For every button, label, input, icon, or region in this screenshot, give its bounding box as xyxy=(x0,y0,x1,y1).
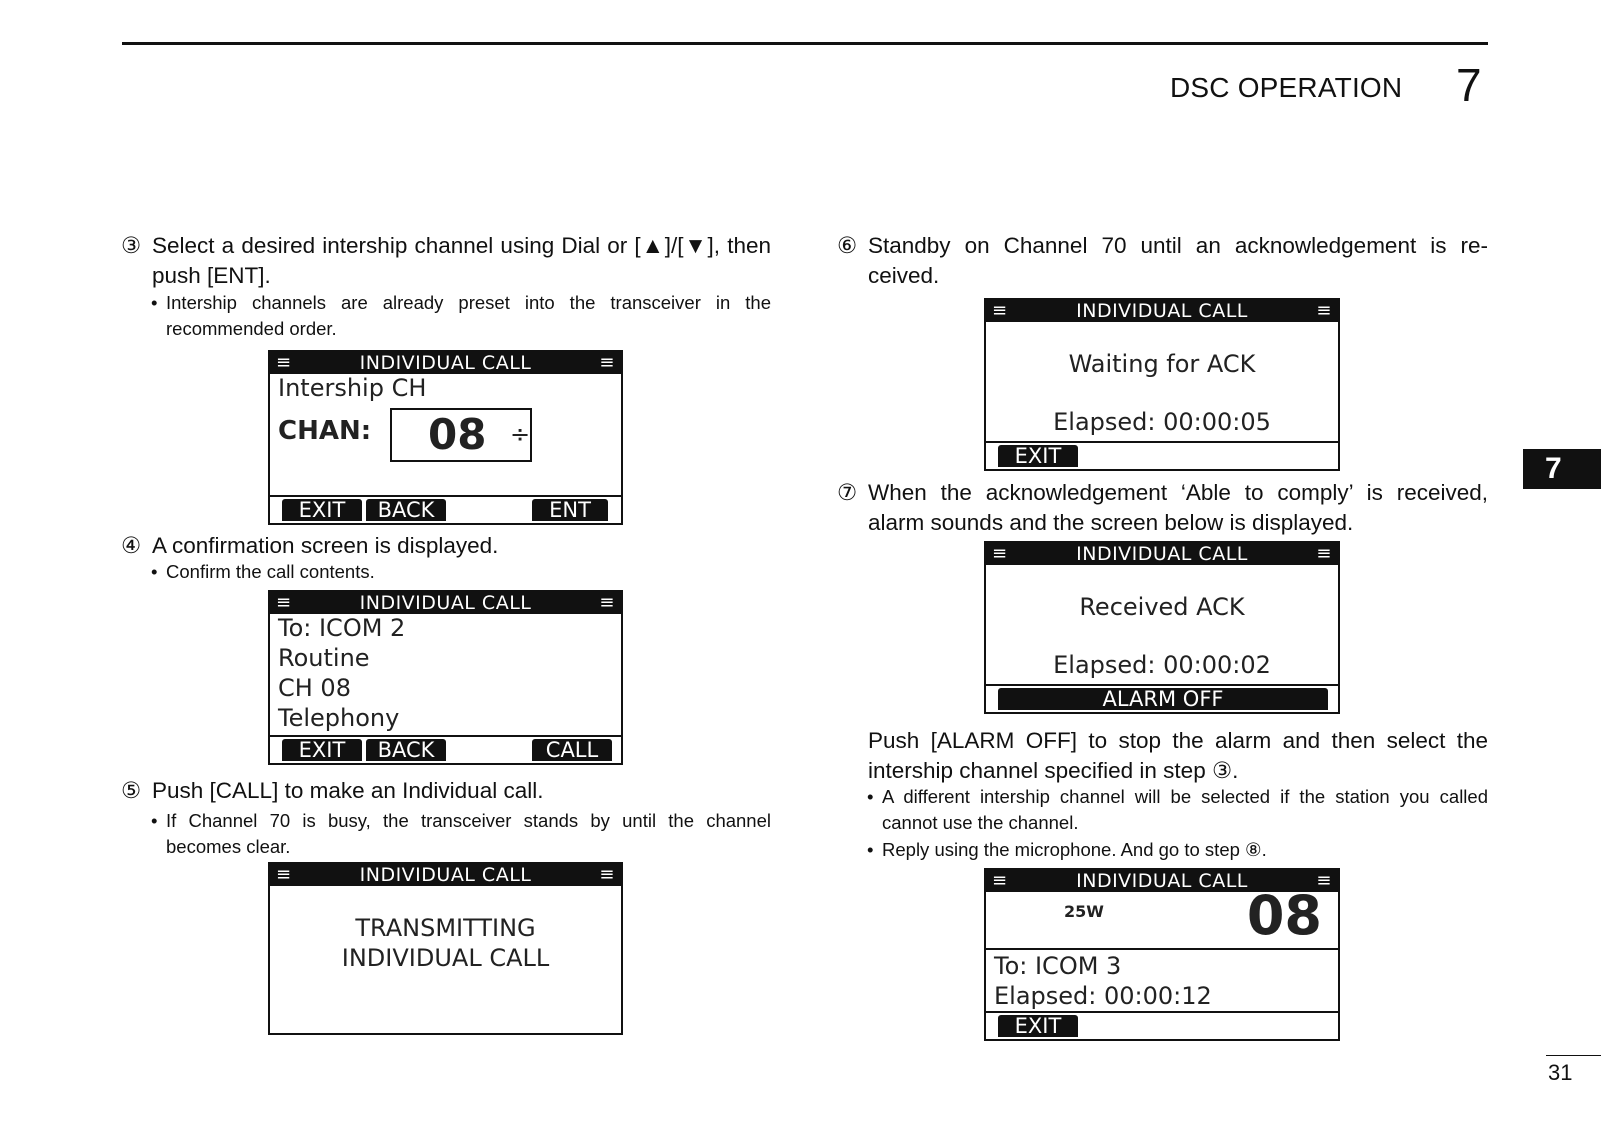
exit-key: EXIT xyxy=(998,1015,1078,1037)
channel-value: 08 xyxy=(428,410,487,459)
exit-key: EXIT xyxy=(282,739,362,761)
channel-box xyxy=(390,408,532,462)
lcd-transmitting xyxy=(268,862,623,1035)
received-message: Received ACK xyxy=(1079,593,1245,621)
step-3 xyxy=(121,231,771,291)
menu-icon: ≡ xyxy=(276,592,292,613)
bullet-text: A different intership channel will be selected if the station you called cannot use the channel. xyxy=(882,786,1488,833)
menu-icon: ≡ xyxy=(992,870,1008,891)
menu-icon: ≡ xyxy=(992,300,1008,321)
softkey-bar xyxy=(986,684,1338,712)
step-text: Select a desired intership channel using Dial or [▲]/[▼], then push [ENT]. xyxy=(152,233,771,288)
step-number: ⑤ xyxy=(121,778,142,803)
menu-icon: ≡ xyxy=(599,592,615,613)
step-6 xyxy=(837,231,1488,291)
menu-icon: ≡ xyxy=(599,864,615,885)
elapsed-time: Elapsed: 00:00:02 xyxy=(1053,651,1271,679)
page-number: 31 xyxy=(1548,1060,1573,1085)
lcd-title-bar xyxy=(986,300,1338,322)
confirm-line: To: ICOM 2 xyxy=(278,614,406,642)
step-7-bullet: • Reply using the microphone. And go to step ⑧. xyxy=(867,839,1267,860)
menu-icon: ≡ xyxy=(599,352,615,373)
chapter-side-tab: 7 xyxy=(1523,449,1601,489)
waiting-message: Waiting for ACK xyxy=(1068,350,1256,378)
channel-number: 08 xyxy=(1246,884,1322,947)
menu-icon: ≡ xyxy=(1316,543,1332,564)
lcd-confirm xyxy=(268,590,623,765)
footer-rule xyxy=(1546,1055,1601,1056)
transmit-line: TRANSMITTING xyxy=(355,914,536,942)
step-4-bullet: • Confirm the call contents. xyxy=(151,561,375,582)
chan-label: CHAN: xyxy=(278,416,372,446)
lcd-title-bar xyxy=(270,352,621,374)
step-7 xyxy=(837,478,1488,538)
section-title: DSC OPERATION xyxy=(1170,72,1403,103)
step-4 xyxy=(121,531,771,561)
call-key: CALL xyxy=(532,739,612,761)
step-5 xyxy=(121,776,771,806)
softkey-bar xyxy=(986,441,1338,469)
lcd-label: Intership CH xyxy=(278,374,427,402)
step-number: ④ xyxy=(121,533,142,558)
step-text: Standby on Channel 70 until an acknowledgement is re-ceived. xyxy=(868,233,1488,288)
lcd-title: INDIVIDUAL CALL xyxy=(1076,300,1248,322)
softkey-bar xyxy=(270,495,621,523)
menu-icon: ≡ xyxy=(276,864,292,885)
step-text: Push [ALARM OFF] to stop the alarm and then select the intership channel specified in step ③. xyxy=(868,728,1488,783)
alarm-off-key: ALARM OFF xyxy=(998,688,1328,710)
step-text: Push [CALL] to make an Individual call. xyxy=(152,778,544,803)
step-3-bullet: • Intership channels are already preset into the transceiver in the recommended order. xyxy=(151,292,771,339)
power-level: 25W xyxy=(1064,902,1104,921)
lcd-waiting-ack xyxy=(984,298,1340,471)
lcd-title: INDIVIDUAL CALL xyxy=(1076,543,1248,565)
lcd-title-bar xyxy=(986,543,1338,565)
step-7-followup xyxy=(868,726,1488,786)
softkey-bar xyxy=(270,735,621,763)
lcd-title: INDIVIDUAL CALL xyxy=(359,592,532,614)
confirm-line: Routine xyxy=(278,644,370,672)
exit-key: EXIT xyxy=(282,499,362,521)
step-5-bullet: • If Channel 70 is busy, the transceiver stands by until the channel becomes clear. xyxy=(151,810,771,857)
lcd-received-ack xyxy=(984,541,1340,714)
transmit-line: INDIVIDUAL CALL xyxy=(341,944,550,972)
lcd-talk xyxy=(984,868,1340,1041)
step-number: ⑦ xyxy=(837,480,858,505)
talk-to: To: ICOM 3 xyxy=(994,952,1122,980)
bullet-text: Confirm the call contents. xyxy=(166,561,375,582)
elapsed-time: Elapsed: 00:00:12 xyxy=(994,982,1212,1010)
step-number: ⑥ xyxy=(837,233,858,258)
confirm-line: Telephony xyxy=(278,704,400,732)
step-7-bullet: • A different intership channel will be selected if the station you called cannot use the channel. xyxy=(867,786,1488,833)
bullet-text: Intership channels are already preset into the transceiver in the recommended order. xyxy=(166,292,771,339)
lcd-title: INDIVIDUAL CALL xyxy=(1076,870,1248,892)
menu-icon: ≡ xyxy=(992,543,1008,564)
lcd-title-bar xyxy=(270,592,621,614)
menu-icon: ≡ xyxy=(1316,870,1332,891)
softkey-bar xyxy=(986,1011,1338,1039)
back-key: BACK xyxy=(366,739,446,761)
ent-key: ENT xyxy=(532,499,608,521)
confirm-line: CH 08 xyxy=(278,674,351,702)
bullet-text: Reply using the microphone. And go to step ⑧. xyxy=(882,839,1267,860)
exit-key: EXIT xyxy=(998,445,1078,467)
step-text: A confirmation screen is displayed. xyxy=(152,533,499,558)
lcd-channel-select xyxy=(268,350,623,525)
lcd-title: INDIVIDUAL CALL xyxy=(359,864,532,886)
back-key: BACK xyxy=(366,499,446,521)
header-rule xyxy=(122,42,1488,45)
elapsed-time: Elapsed: 00:00:05 xyxy=(1053,408,1271,436)
bullet-text: If Channel 70 is busy, the transceiver stands by until the channel becomes clear. xyxy=(166,810,771,857)
up-down-arrows-icon: ÷ xyxy=(510,420,531,448)
step-number: ③ xyxy=(121,233,142,258)
lcd-divider xyxy=(986,948,1338,950)
menu-icon: ≡ xyxy=(1316,300,1332,321)
menu-icon: ≡ xyxy=(276,352,292,373)
step-text: When the acknowledgement ‘Able to comply’ is received, alarm sounds and the screen below is displayed. xyxy=(868,480,1488,535)
lcd-title-bar xyxy=(270,864,621,886)
lcd-title: INDIVIDUAL CALL xyxy=(359,352,532,374)
chapter-number: 7 xyxy=(1456,59,1482,111)
